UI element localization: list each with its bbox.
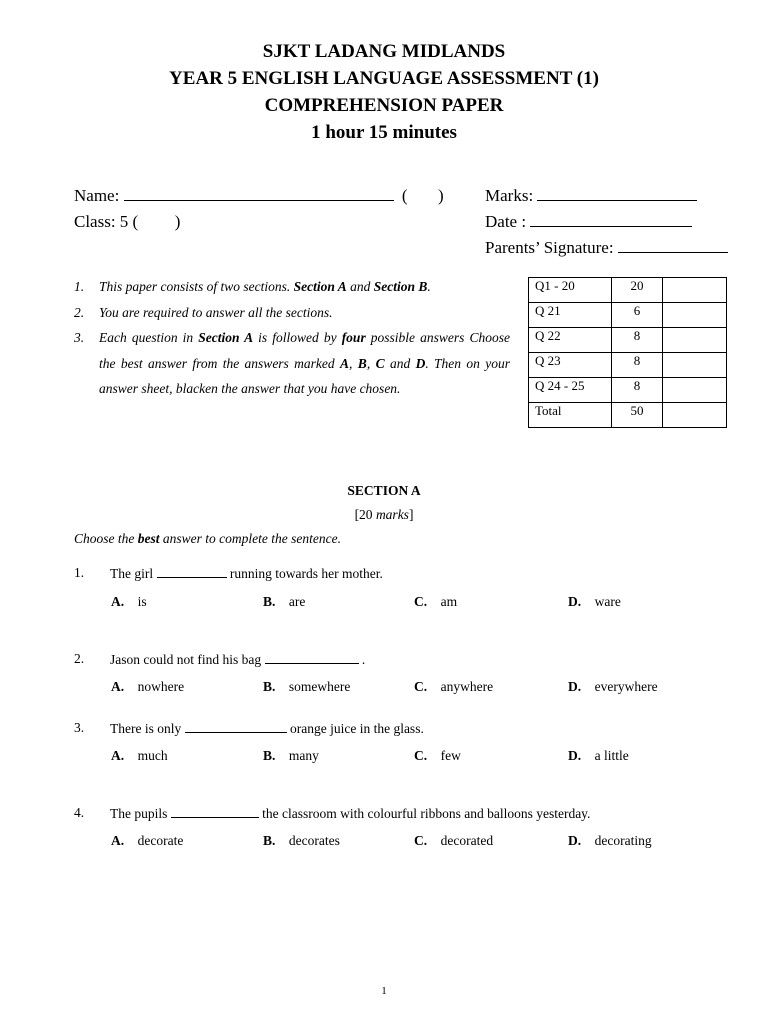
option-a: A. much [111,748,168,763]
school-name: SJKT LADANG MIDLANDS [262,41,506,62]
answer-blank [265,651,359,664]
name-line [124,186,394,201]
option-a: A. nowhere [111,679,185,694]
score-cell [663,328,727,353]
name-paren-close: ) [438,186,444,205]
date-line [530,212,692,227]
score-cell [663,353,727,378]
page-number: 1 [381,985,387,997]
option-a: A. is [111,594,147,609]
instruction-item: 2. You are required to answer all the sections. [74,304,333,320]
table-row: Q 22 8 [529,328,727,353]
document-header [0,38,768,146]
class-field [74,212,180,232]
instruction-item: 1. This paper consists of two sections. Section A and Section B. [74,279,431,294]
parents-signature-line [618,238,728,253]
name-paren-open: ( [401,186,408,205]
parents-signature-field [485,238,728,258]
score-cell [663,378,727,403]
marks-label: Marks: [485,186,534,205]
option-c: C. few [414,748,461,763]
date-label: Date : [485,212,527,231]
name-field [74,186,444,206]
marks-field [485,186,697,206]
option-c: C. decorated [414,833,494,848]
class-label: Class: 5 ( [74,212,139,231]
instruction-item: 3. Each question in Section A is followed by four possible answers Choose the best answer from the answers marked A, B, C and D. Then on your answer sheet, blacken the answer that you have chosen. [74,330,511,396]
table-row: Q1 - 20 20 [529,278,727,303]
table-row: Total 50 [529,403,727,428]
option-a: A. decorate [111,833,184,848]
option-d: D. decorating [568,833,652,848]
table-row: Q 23 8 [529,353,727,378]
instructions [74,274,510,402]
section-title: SECTION A [347,483,421,498]
option-b: B. are [263,594,306,609]
name-label: Name: [74,186,120,205]
option-c: C. am [414,594,458,609]
option-d: D. a little [568,748,629,763]
marks-table [528,277,727,428]
option-b: B. decorates [263,833,340,848]
table-row: Q 21 6 [529,303,727,328]
marks-line [537,186,697,201]
duration: 1 hour 15 minutes [311,122,457,143]
answer-blank [185,720,287,733]
option-d: D. ware [568,594,621,609]
score-cell [663,303,727,328]
date-field [485,212,692,232]
section-marks: [20 marks] [354,507,414,522]
paper-title: COMPREHENSION PAPER [264,95,504,116]
score-cell [663,278,727,303]
parents-signature-label: Parents’ Signature: [485,238,614,257]
option-b: B. many [263,748,319,763]
section-directive: Choose the best answer to complete the sentence. [74,531,341,546]
table-row: Q 24 - 25 8 [529,378,727,403]
option-c: C. anywhere [414,679,494,694]
assessment-title: YEAR 5 ENGLISH LANGUAGE ASSESSMENT (1) [169,68,599,89]
answer-blank [171,805,259,818]
answer-blank [157,565,227,578]
option-d: D. everywhere [568,679,658,694]
option-b: B. somewhere [263,679,351,694]
class-paren-close: ) [174,212,181,231]
score-cell [663,403,727,428]
